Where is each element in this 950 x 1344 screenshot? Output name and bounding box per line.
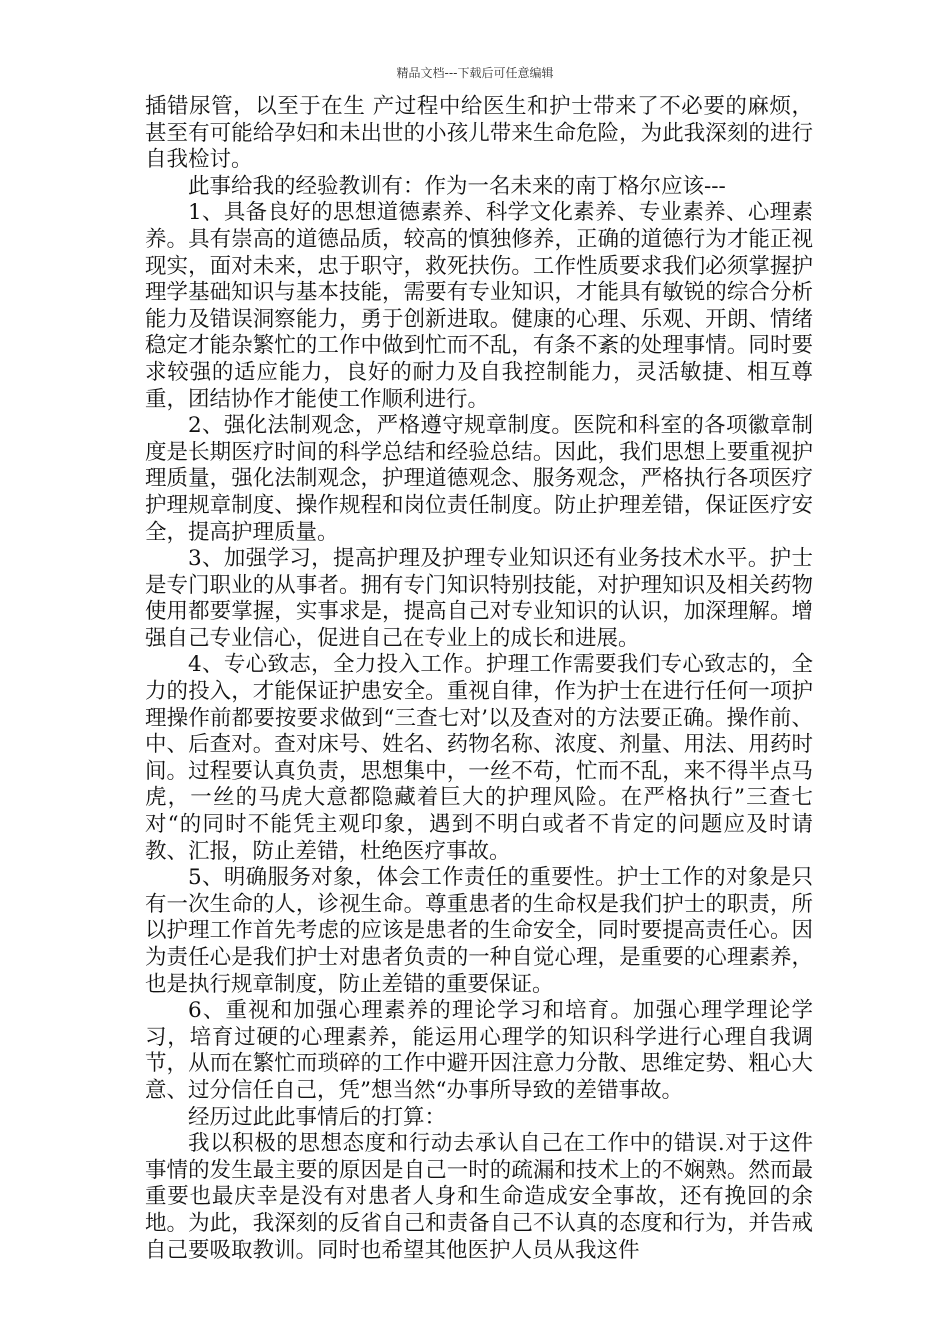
paragraph-3: 1、具备良好的思想道德素养、科学文化素养、专业素养、心理素养。具有崇高的道德品质，较高的慎独修养，正确的道德行为才能正视现实，面对未来，忠于职守，救死扶伤。工作性质要求我们必须掌握护理学基础知识与基本技能，需要有专业知识，才能具有敏锐的综合分析能力及错误洞察能力，勇于创新进取。健康的心理、乐观、开朗、情绪稳定才能杂繁忙的工作中做到忙而不乱，有条不紊的处理事情。同时要求较强的适应能力，良好的耐力及自我控制能力，灵活敏捷、相互尊重，团结协作才能使工作顺利进行。 xyxy=(145,200,813,412)
document-body xyxy=(145,94,813,1264)
paragraph-7: 5、明确服务对象，体会工作责任的重要性。护士工作的对象是只有一次生命的人，诊视生命。尊重患者的生命权是我们护士的职责，所以护理工作首先考虑的应该是患者的生命安全，同时要提高责任心。因为责任心是我们护士对患者负责的一种自觉心理，是重要的心理素养，也是执行规章制度，防止差错的重要保证。 xyxy=(145,865,813,997)
paragraph-8: 6、重视和加强心理素养的理论学习和培育。加强心理学理论学习，培育过硬的心理素养，能运用心理学的知识科学进行心理自我调节，从而在繁忙而琐碎的工作中避开因注意力分散、思维定势、粗心大意、过分信任自己，凭”想当然“办事所导致的差错事故。 xyxy=(145,998,813,1103)
paragraph-9: 经历过此此事情后的打算： xyxy=(188,1104,447,1130)
paragraph-10: 我以积极的思想态度和行动去承认自己在工作中的错误.对于这件事情的发生最主要的原因是自己一时的疏漏和技术上的不娴熟。然而最重要也最庆幸是没有对患者人身和生命造成安全事故，还有挽回的余地。为此，我深刻的反省自己和责备自己不认真的态度和行为，并告戒自己要吸取教训。同时也希望其他医护人员从我这件 xyxy=(145,1131,813,1263)
paragraph-4: 2、强化法制观念，严格遵守规章制度。医院和科室的各项徽章制度是长期医疗时间的科学总结和经验总结。因此，我们思想上要重视护理质量，强化法制观念，护理道德观念、服务观念，严格执行各项医疗护理规章制度、操作规程和岗位责任制度。防止护理差错，保证医疗安全，提高护理质量。 xyxy=(145,413,813,545)
paragraph-5: 3、加强学习，提高护理及护理专业知识还有业务技术水平。护士是专门职业的从事者。拥有专门知识特别技能，对护理知识及相关药物使用都要掌握，实事求是，提高自己对专业知识的认识，加深理解。增强自己专业信心，促进自己在专业上的成长和进展。 xyxy=(145,546,813,651)
paragraph-1: 插错尿管，以至于在生 产过程中给医生和护士带来了不必要的麻烦，甚至有可能给孕妇和未出世的小孩儿带来生命危险，为此我深刻的进行自我检讨。 xyxy=(145,94,813,173)
paragraph-6: 4、专心致志，全力投入工作。护理工作需要我们专心致志的，全力的投入，才能保证护患安全。重视自律，作为护士在进行任何一项护理操作前都要按要求做到“三查七对’以及查对的方法要正确。操作前、中、后查对。查对床号、姓名、药物名称、浓度、剂量、用法、用药时间。过程要认真负责，思想集中，一丝不苟，忙而不乱，来不得半点马虎，一丝的马虎大意都隐藏着巨大的护理风险。在严格执行”三查七对“的同时不能凭主观印象，遇到不明白或者不肯定的问题应及时请教、汇报，防止差错，杜绝医疗事故。 xyxy=(145,652,813,864)
paragraph-2: 此事给我的经验教训有：作为一名未来的南丁格尔应该--- xyxy=(188,173,726,199)
page-header: 精品文档---下载后可任意编辑 xyxy=(396,66,554,80)
